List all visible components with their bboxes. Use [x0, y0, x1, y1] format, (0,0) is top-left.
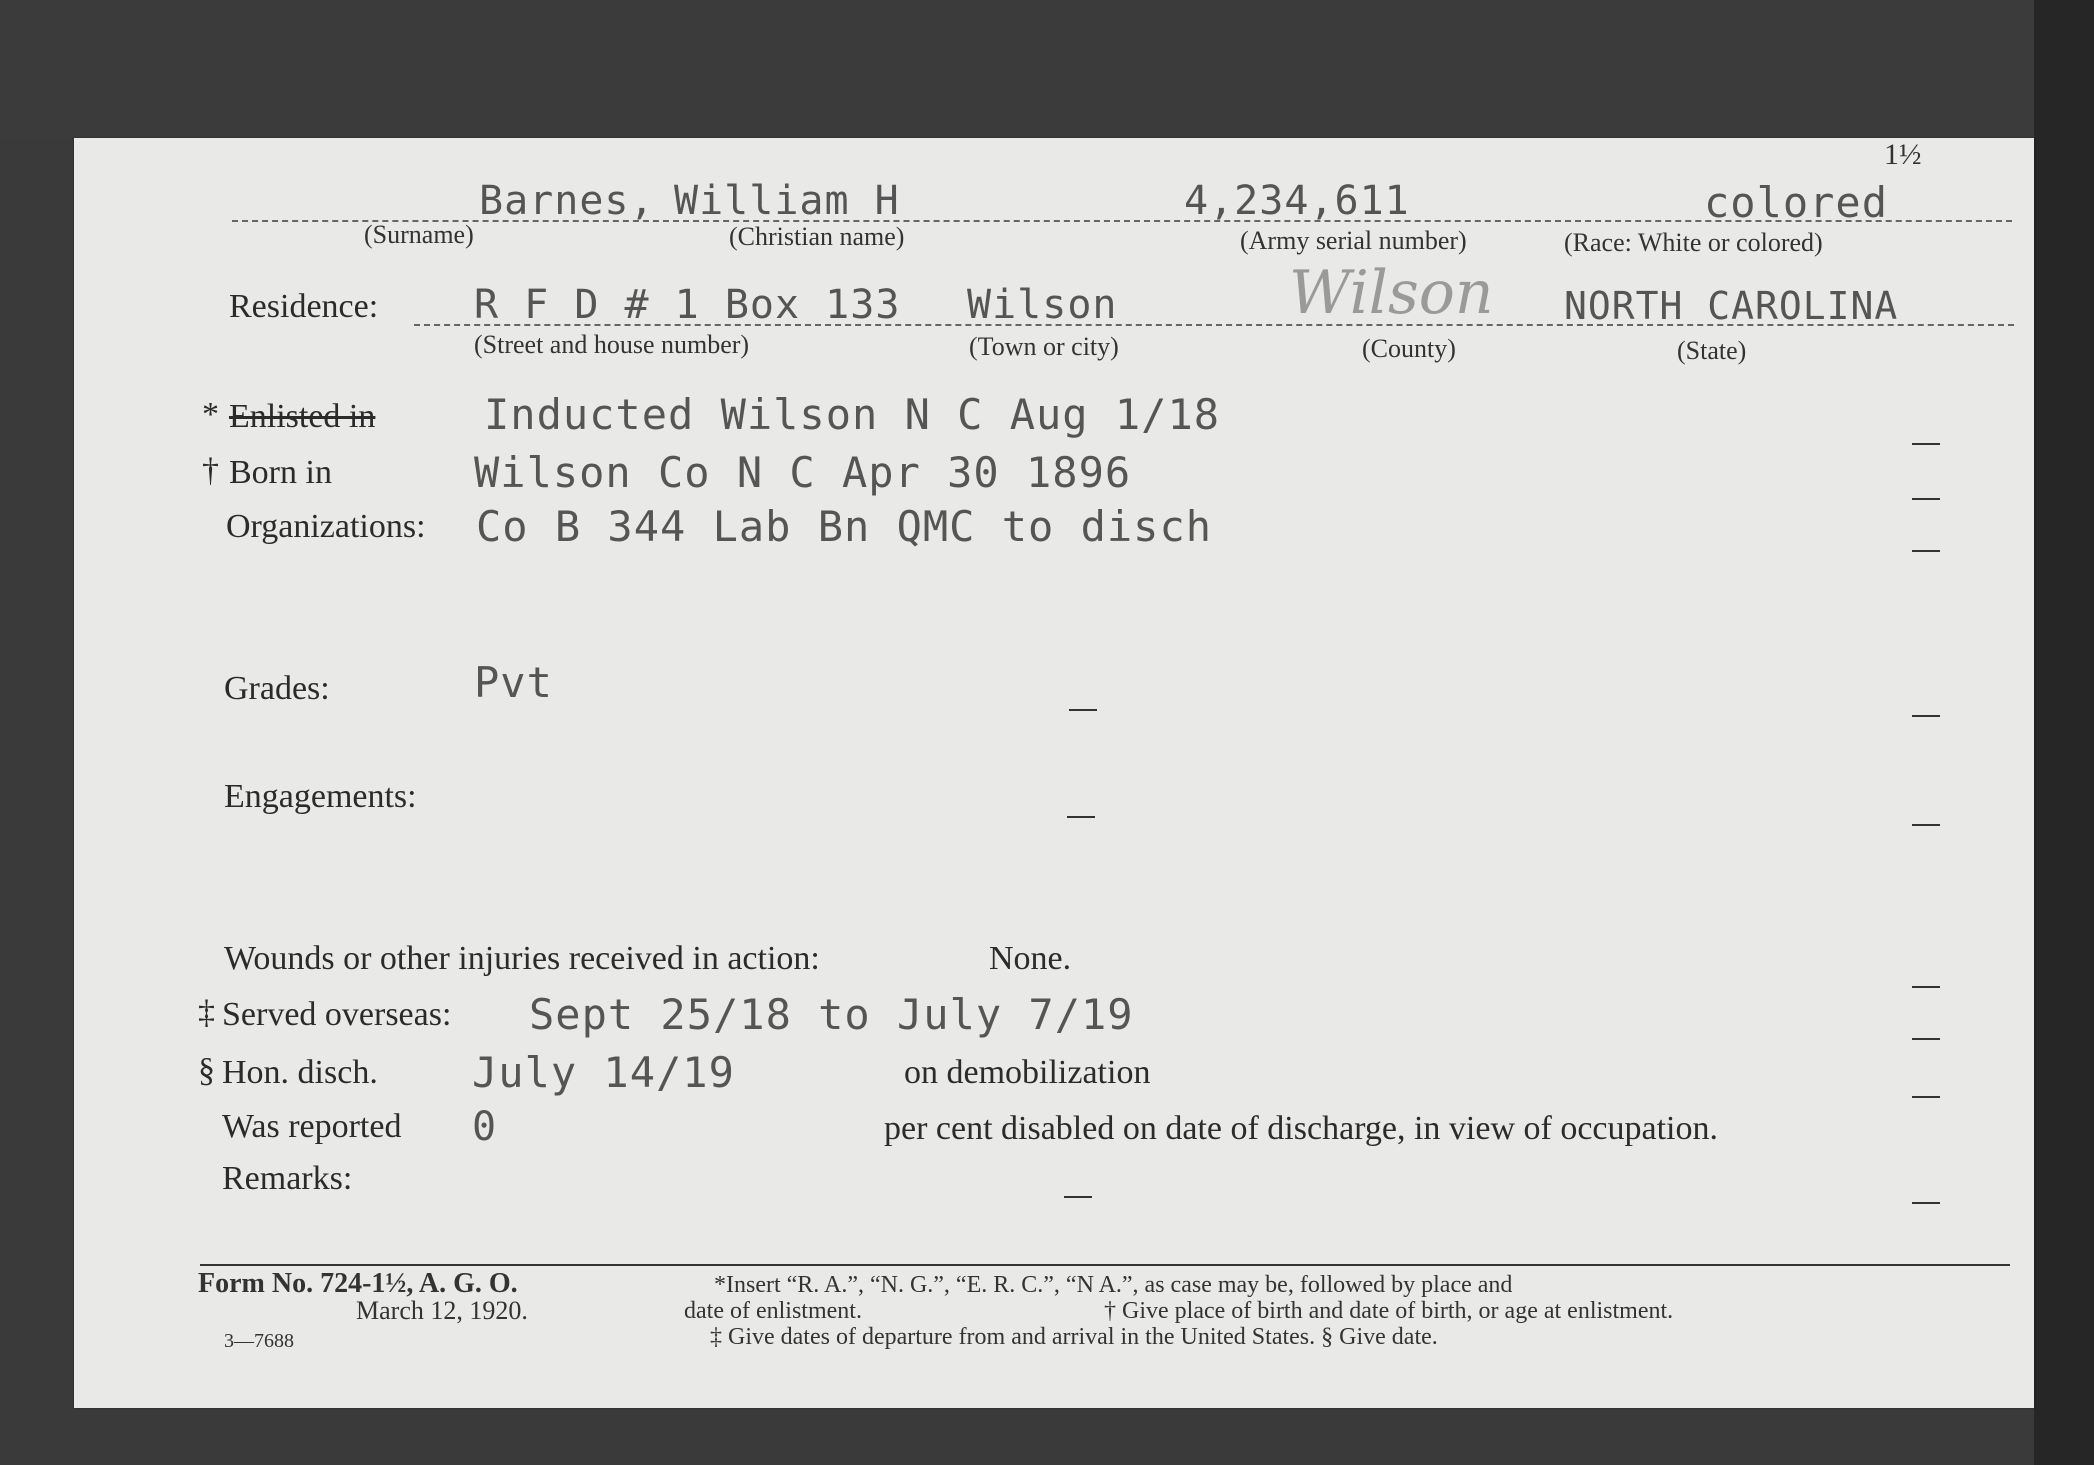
residence-label: Residence:: [229, 288, 379, 325]
state-caption: (State): [1677, 336, 1747, 365]
grades-value: Pvt: [474, 658, 553, 707]
surname-value: Barnes,: [479, 178, 655, 224]
wounds-value: None.: [989, 940, 1072, 977]
grades-label: Grades:: [224, 670, 330, 707]
wounds-dash: [1912, 986, 1940, 988]
discharge-value: July 14/19: [472, 1048, 735, 1097]
christian-name-caption: (Christian name): [729, 222, 905, 251]
service-record-card: [74, 138, 2034, 1408]
state-value: NORTH CAROLINA: [1564, 284, 1899, 328]
remarks-dash-mid: [1064, 1196, 1092, 1198]
reported-note: per cent disabled on date of discharge, in view of occupation.: [884, 1110, 1718, 1147]
race-caption: (Race: White or colored): [1564, 228, 1823, 257]
discharge-label: Hon. disch.: [222, 1054, 378, 1091]
overseas-value: Sept 25/18 to July 7/19: [529, 990, 1134, 1039]
reported-label: Was reported: [222, 1108, 402, 1145]
form-code: 3—7688: [224, 1330, 294, 1352]
county-caption: (County): [1362, 334, 1456, 363]
engagements-label: Engagements:: [224, 778, 417, 815]
county-handwritten: Wilson: [1289, 258, 1494, 328]
street-caption: (Street and house number): [474, 330, 750, 359]
grades-dash-mid: [1069, 709, 1097, 711]
town-value: Wilson: [967, 282, 1118, 328]
enlisted-dash: [1912, 443, 1940, 445]
born-dash: [1912, 498, 1940, 500]
corner-mark: 1½: [1884, 138, 1922, 171]
street-value: R F D # 1 Box 133: [474, 282, 901, 328]
enlisted-mark: *: [202, 396, 219, 433]
christian-name-value: William H: [674, 178, 900, 224]
discharge-note: on demobilization: [904, 1054, 1151, 1091]
reported-value: 0: [472, 1104, 498, 1150]
engagements-dash-mid: [1067, 816, 1095, 818]
town-caption: (Town or city): [969, 332, 1119, 361]
scan-background-edge: [2034, 0, 2094, 1465]
grades-dash-right: [1912, 715, 1940, 717]
overseas-label: Served overseas:: [222, 996, 452, 1033]
serial-number-value: 4,234,611: [1184, 178, 1410, 224]
organizations-value: Co B 344 Lab Bn QMC to disch: [476, 502, 1213, 551]
scan-background-top: [0, 0, 2094, 138]
serial-number-caption: (Army serial number): [1240, 226, 1467, 255]
form-number: Form No. 724-1½, A. G. O.: [198, 1268, 518, 1299]
form-date: March 12, 1920.: [356, 1296, 528, 1325]
wounds-label: Wounds or other injuries received in action:: [224, 940, 820, 977]
footnote-overseas: ‡ Give dates of departure from and arrival in the United States. § Give date.: [710, 1324, 1438, 1350]
remarks-label: Remarks:: [222, 1160, 353, 1197]
race-value: colored: [1704, 178, 1889, 227]
born-label: Born in: [229, 454, 332, 491]
born-mark: †: [202, 452, 219, 489]
footnote-enlistment: date of enlistment.: [684, 1298, 862, 1324]
discharge-dash: [1912, 1096, 1940, 1098]
organizations-label: Organizations:: [226, 508, 426, 545]
organizations-dash: [1912, 550, 1940, 552]
remarks-dash-right: [1912, 1202, 1940, 1204]
born-value: Wilson Co N C Apr 30 1896: [474, 448, 1132, 497]
enlisted-label: Enlisted in: [229, 398, 376, 435]
discharge-mark: §: [198, 1052, 215, 1089]
enlisted-value: Inducted Wilson N C Aug 1/18: [484, 390, 1221, 439]
footnote-insert: *Insert “R. A.”, “N. G.”, “E. R. C.”, “N A.”, as case may be, followed by place and: [714, 1272, 1513, 1298]
surname-caption: (Surname): [364, 220, 474, 249]
overseas-mark: ‡: [198, 994, 215, 1031]
overseas-dash: [1912, 1038, 1940, 1040]
engagements-dash-right: [1912, 824, 1940, 826]
footnote-birth: † Give place of birth and date of birth, or age at enlistment.: [1104, 1298, 1674, 1324]
footer-rule: [200, 1264, 2010, 1266]
